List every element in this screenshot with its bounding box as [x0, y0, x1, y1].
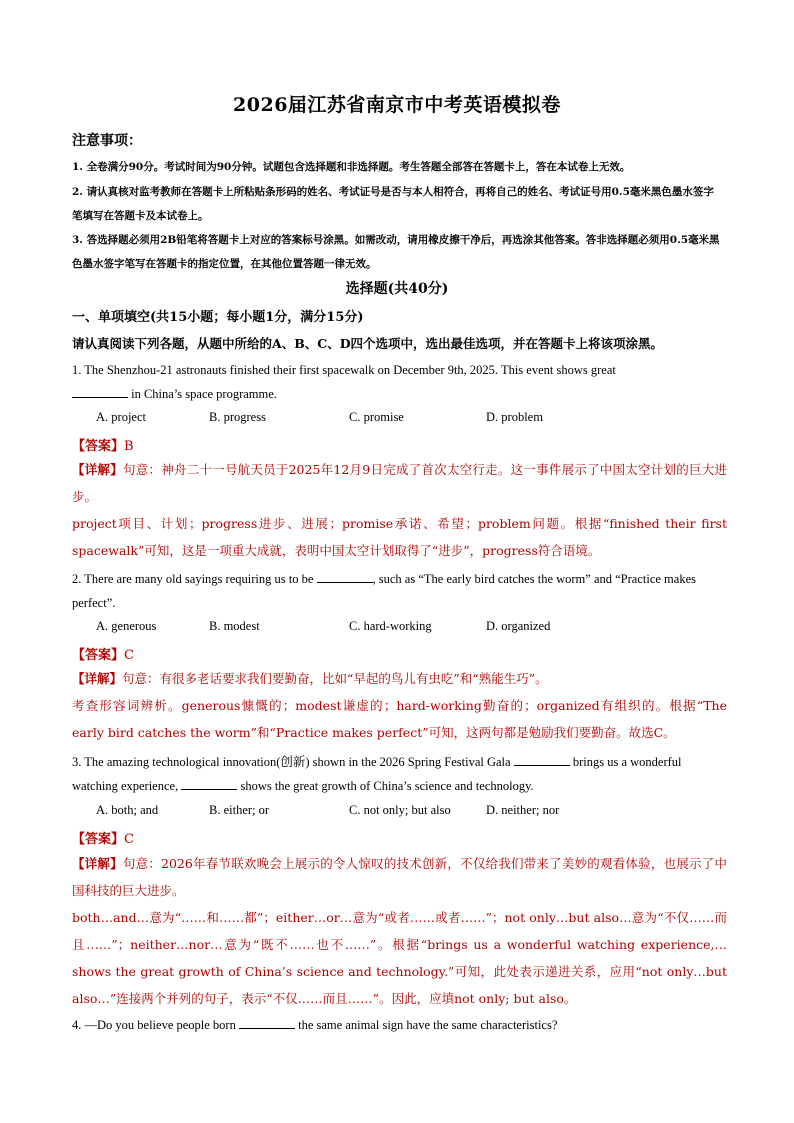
question-3-stem: 3. The amazing technological innovation(创新) shown in the 2026 Spring Festival Gala brings us a wonderful watching experience, shows the great growth of China’s science and technology. [72, 755, 682, 793]
notice-item-2: 2. 请认真核对监考教师在答题卡上所粘贴条形码的姓名、考试证号是否与本人相符合，再将自己的姓名、考试证号用0.5毫米黑色墨水签字笔填写在答题卡及本试卷上。 [72, 186, 714, 222]
answer-blank [72, 385, 128, 398]
option-a: A. project [96, 410, 146, 424]
question-3-explanation: 【详解】句意：2026年春节联欢晚会上展示的令人惊叹的技术创新，不仅给我们带来了美妙的观看体验，也展示了中国科技的巨大进步。 both…and…意为“……和……都”；either…or…意为“或者……或者……”；not only…but also…意为“不仅……而且……”；neither…nor…意为“既不……也不……”。根据“brings us a wonderful watching experience,… shows the great growth of China’s science and technology.”可知，此处表示递进关系，应用“not only…but also…”连接两个并列的句子，表示“不仅……而且……”。因此，应填not only; but also。 [72, 856, 727, 1006]
answer-blank [239, 1016, 295, 1029]
notice-item-1: 1. 全卷满分90分。考试时间为90分钟。试题包含选择题和非选择题。考生答题全部答在答题卡上，答在本试卷上无效。 [72, 161, 631, 173]
notice-heading: 注意事项： [72, 133, 142, 149]
option-d: D. problem [486, 410, 543, 424]
option-c: C. hard-working [349, 619, 432, 633]
question-2-stem: 2. There are many old sayings requiring us to be , such as “The early bird catches the worm” and “Practice makes perfect”. [72, 572, 696, 610]
instruction: 请认真阅读下列各题，从题中所给的A、B、C、D四个选项中，选出最佳选项，并在答题卡上将该项涂黑。 [72, 336, 664, 351]
question-2-answer: 【答案】C [72, 648, 134, 663]
option-b: B. progress [209, 410, 266, 424]
option-a: A. both; and [96, 803, 159, 817]
option-b: B. modest [209, 619, 260, 633]
section-title: 选择题(共40分) [345, 281, 449, 297]
option-d: D. neither; nor [486, 803, 560, 817]
answer-blank [514, 753, 570, 766]
question-1-explanation: 【详解】句意：神舟二十一号航天员于2025年12月9日完成了首次太空行走。这一事件展示了中国太空计划的巨大进步。 project项目、计划；progress进步、进展；promise承诺、希望；problem问题。根据“finished their first spacewalk”可知，这是一项重大成就，表明中国太空计划取得了“进步”，progress符合语境。 [72, 462, 727, 558]
option-b: B. either; or [209, 803, 270, 817]
question-1-answer: 【答案】B [72, 439, 134, 454]
question-4-stem: 4. —Do you believe people born the same animal sign have the same characteristics? [72, 1018, 558, 1032]
option-c: C. promise [349, 410, 404, 424]
question-3-answer: 【答案】C [72, 832, 134, 847]
question-2-explanation: 【详解】句意：有很多老话要求我们要勤奋，比如“早起的鸟儿有虫吃”和“熟能生巧”。 考查形容词辨析。generous慷慨的；modest谦虚的；hard-working勤奋的；organized有组织的。根据“The early bird catches the worm”和“Practice makes perfect”可知，这两句都是勉励我们要勤奋。故选C。 [72, 671, 727, 740]
notice-item-3: 3. 答选择题必须用2B铅笔将答题卡上对应的答案标号涂黑。如需改动，请用橡皮擦干净后，再选涂其他答案。答非选择题必须用0.5毫米黑色墨水签字笔写在答题卡的指定位置，在其他位置答题一律无效。 [72, 234, 720, 270]
answer-blank [181, 777, 237, 790]
answer-blank [317, 570, 373, 583]
part-title: 一、单项填空(共15小题；每小题1分，满分15分) [72, 310, 364, 325]
page-title: 2026届江苏省南京市中考英语模拟卷 [233, 94, 561, 116]
option-a: A. generous [96, 619, 157, 633]
option-d: D. organized [486, 619, 551, 633]
question-1-stem: 1. The Shenzhou-21 astronauts finished their first spacewalk on December 9th, 2025. This event shows great in China’s space programme. [72, 363, 616, 401]
option-c: C. not only; but also [349, 803, 451, 817]
